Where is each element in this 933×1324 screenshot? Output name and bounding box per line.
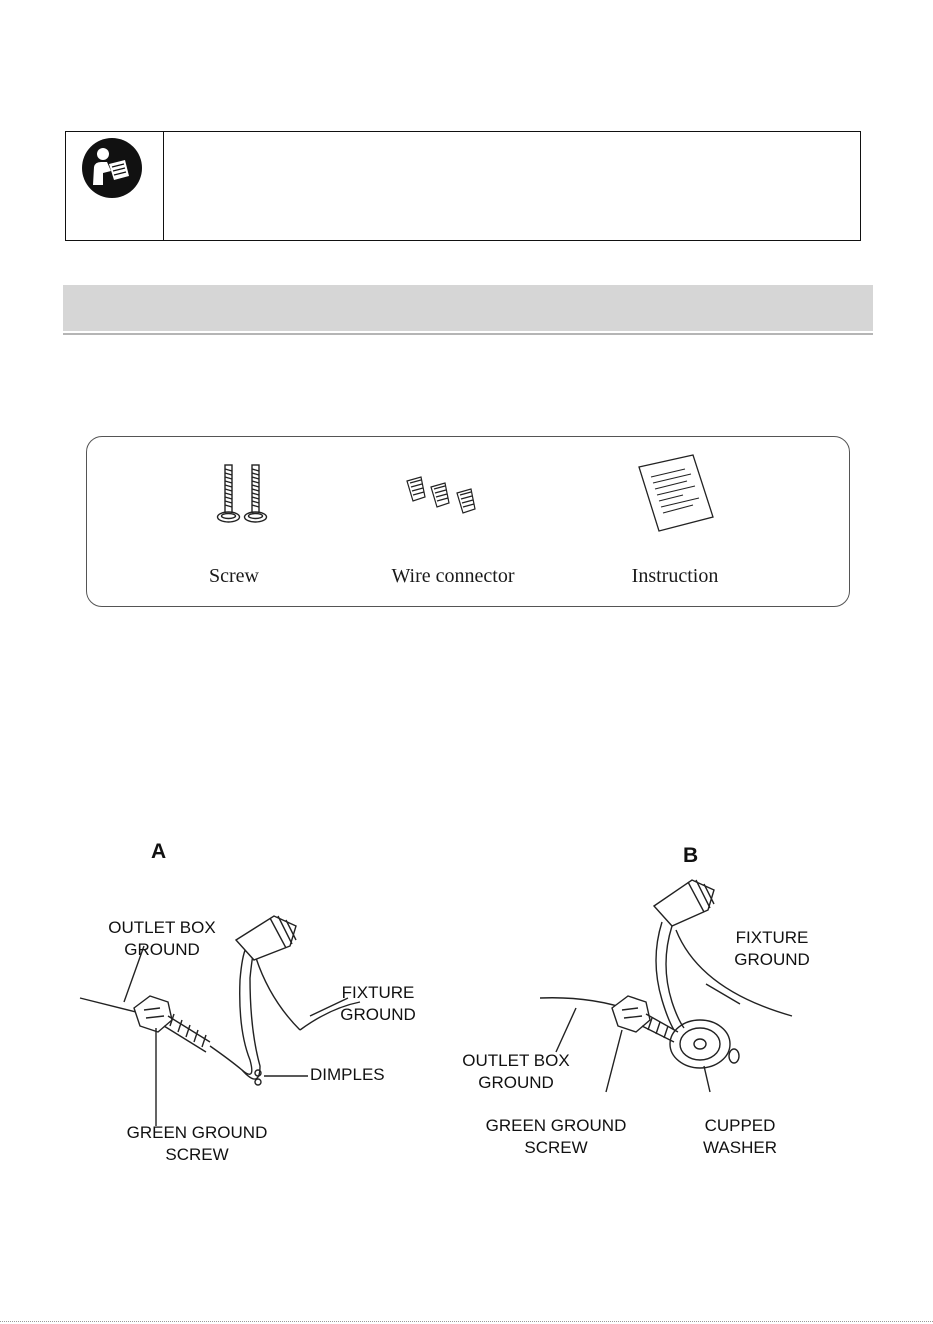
callout-a-green-ground-screw-line1: GREEN GROUND — [126, 1123, 268, 1142]
callout-b-fixture-ground — [722, 927, 822, 971]
callout-b-cupped-washer — [690, 1115, 790, 1159]
callout-b-green-ground-screw-line2: SCREW — [524, 1138, 588, 1157]
parts-panel — [86, 436, 850, 607]
callout-a-fixture-ground-line2: GROUND — [340, 1005, 416, 1024]
callout-b-outlet-box-ground-line2: GROUND — [478, 1073, 554, 1092]
page-bottom-rule — [0, 1321, 933, 1322]
part-label-screw: Screw — [209, 565, 259, 587]
figure-b — [440, 830, 840, 1170]
callout-b-fixture-ground-line2: GROUND — [734, 950, 810, 969]
notice-box — [65, 131, 861, 241]
notice-icon-cell — [66, 132, 164, 240]
callout-b-green-ground-screw — [470, 1115, 642, 1159]
section-rule — [63, 333, 873, 335]
callout-a-fixture-ground-line1: FIXTURE — [341, 983, 415, 1002]
callout-a-outlet-box-ground-line1: OUTLET BOX — [108, 918, 216, 937]
callout-a-green-ground-screw — [112, 1122, 282, 1166]
callout-a-fixture-ground — [328, 982, 428, 1026]
callout-b-fixture-ground-line1: FIXTURE — [735, 928, 809, 947]
part-instruction — [575, 437, 775, 606]
callout-b-green-ground-screw-line1: GREEN GROUND — [485, 1116, 627, 1135]
screw-icon — [214, 463, 274, 527]
section-header — [63, 285, 873, 331]
figure-b-letter: B — [683, 844, 699, 867]
callout-b-outlet-box-ground-line1: OUTLET BOX — [462, 1051, 570, 1070]
callout-b-cupped-washer-line1: CUPPED — [704, 1116, 776, 1135]
instruction-sheet-icon — [633, 453, 723, 535]
wire-connector-icon — [403, 475, 493, 521]
part-label-wire-connector: Wire connector — [391, 565, 515, 587]
callout-a-green-ground-screw-line2: SCREW — [165, 1145, 229, 1164]
callout-a-dimples: DIMPLES — [310, 1065, 385, 1084]
callout-a-outlet-box-ground-line2: GROUND — [124, 940, 200, 959]
callout-b-outlet-box-ground — [456, 1050, 576, 1094]
part-screw — [134, 437, 334, 606]
figure-a-letter: A — [151, 840, 167, 863]
figure-a — [60, 830, 440, 1180]
callout-b-cupped-washer-line2: WASHER — [703, 1138, 777, 1157]
part-wire-connector — [353, 437, 553, 606]
read-manual-icon — [81, 137, 143, 199]
part-label-instruction: Instruction — [631, 565, 719, 587]
callout-a-outlet-box-ground — [102, 917, 222, 961]
